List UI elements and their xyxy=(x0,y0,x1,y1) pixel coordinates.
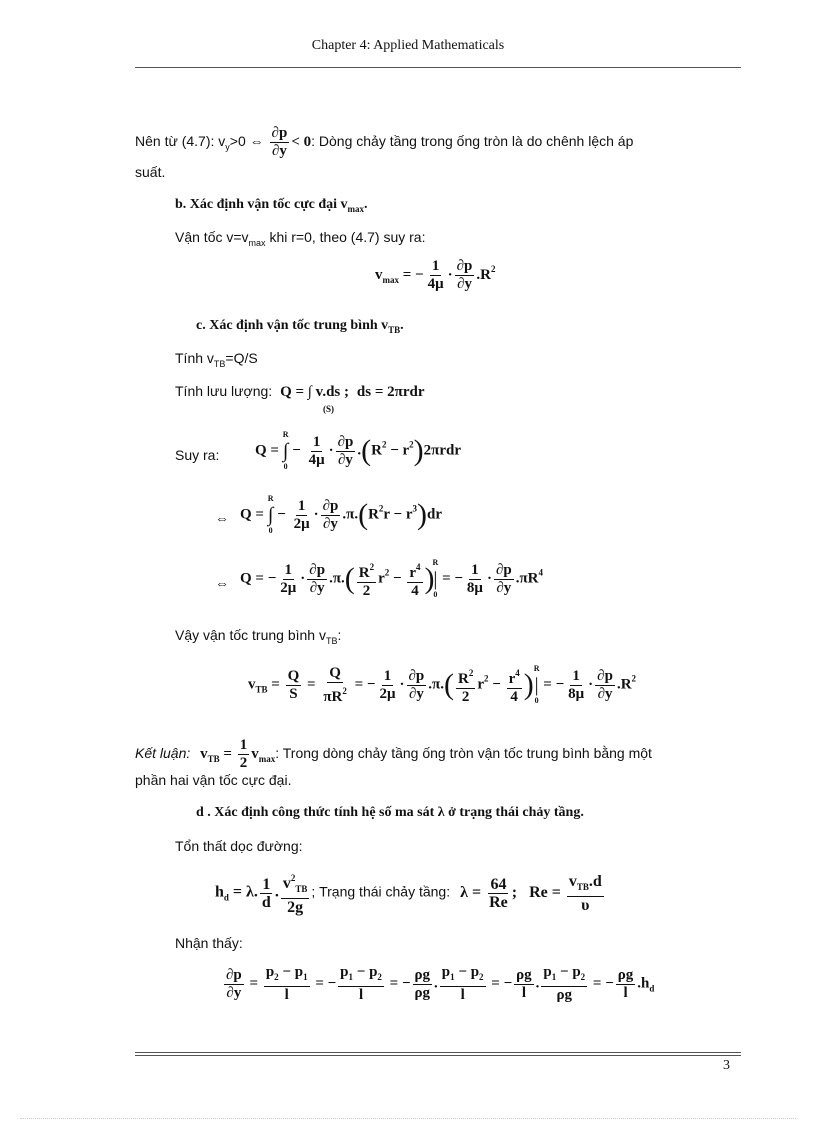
paragraph-2: Vận tốc $v=v_{max}$ khi r=0, theo (4.7) suy ra: xyxy=(175,229,426,248)
integral-limit-s: (S) xyxy=(323,404,334,414)
pressure-gradient-formula: $\frac{\partial p}{\partial y}$ = $\frac{p_2 - p_1}{l}$ = − $\frac{p_1 - p_2}{l}$ = − $\frac{\rho g}{\rho g}$ . $\frac{p_1 - p_2}{l}$ = − $\frac{\rho g}{l}$ . $\frac{p_1 - p_2}{\rho g}$ = − $\frac{\rho g}{l}$ $.h_d$ xyxy=(226,964,655,1003)
flow-rate-formula: Q = ∫ v.ds ; xyxy=(280,384,349,400)
p1-text-a: Nên từ (4.7): v xyxy=(135,133,226,150)
head-loss-formula: $h_d = \lambda$. $\frac{1}{d}$ . $\frac{v^2_{TB}}{2g}$ ; Trạng thái chảy tầng: λ = $\frac{64}{Re}$ ; Re = $\frac{v_{TB}.d}{\upsilon}$ xyxy=(215,870,606,916)
page-header-title: Chapter 4: Applied Mathematicals xyxy=(311,38,505,53)
footer-rule-2 xyxy=(135,1055,741,1056)
ds-formula: ds = 2πrdr xyxy=(356,384,425,400)
equiv-symbol-1: ⇔ xyxy=(215,510,229,526)
conclusion-line-1 xyxy=(135,737,652,772)
paragraph-5-label: Suy ra: xyxy=(175,447,220,463)
paragraph-7-label: Tổn thất dọc đường: xyxy=(175,838,303,854)
page-number: 3 xyxy=(723,1058,730,1073)
q-result-formula: Q = − $\frac{1}{2\mu}$ · $\frac{\partial p}{\partial y}$ .π.( $\frac{R^2}{2}$ $r^2$ − $\frac{r^4}{4}$ ) R | 0 = − $\frac{1}{8\mu}$ · $\frac{\partial p}{\partial y}$ $.\pi R^4$ xyxy=(240,558,544,599)
laminar-state-label: ; Trạng thái chảy tầng: xyxy=(311,883,451,900)
p1-text-b: >0 ⇔ xyxy=(229,133,264,150)
conclusion-label: Kết luận: xyxy=(135,744,191,761)
section-b-heading: b. Xác định vận tốc cực đại $v_{max}$. xyxy=(175,197,368,214)
paragraph-1-line-2: suất. xyxy=(135,164,166,180)
paragraph-3: Tính $v_{TB}=Q/S$ xyxy=(175,350,258,369)
equiv-symbol-2: ⇔ xyxy=(215,575,229,591)
paragraph-6: Vậy vận tốc trung bình $v_{TB}$: xyxy=(175,627,342,646)
conclusion-text: : Trong dòng chảy tầng ống tròn vận tốc trung bình bằng một xyxy=(275,744,652,761)
section-c-heading: c. Xác định vận tốc trung bình $v_{TB}$. xyxy=(196,318,404,335)
vtb-half-vmax: $v_{TB}$ = $\frac{1}{2}$ $v_{max}$ xyxy=(200,737,276,771)
q-integral-formula-1: Q = R ∫ 0 − $\frac{1}{4\mu}$ · $\frac{\partial p}{\partial y}$ $.(R^2 - r^2)2\pi rdr$ xyxy=(255,430,462,471)
paragraph-4: Tính lưu lượng: Q = ∫ v.ds ; ds = 2πrdr xyxy=(175,383,425,400)
paragraph-1-line-1 xyxy=(135,125,633,160)
p1-text-c: : Dòng chảy tầng trong ống tròn là do chênh lệch áp xyxy=(311,133,634,150)
q-integral-formula-2: Q = R ∫ 0 − $\frac{1}{2\mu}$ · $\frac{\partial p}{\partial y}$ $.\pi.(R^2r - r^3)dr$ xyxy=(240,494,443,535)
p1-ineq: < 0 xyxy=(291,134,312,151)
header-rule xyxy=(135,67,741,68)
section-d-heading: d . Xác định công thức tính hệ số ma sát λ ở trạng thái chảy tầng. xyxy=(196,805,584,820)
p1-sub: y xyxy=(225,142,230,153)
vmax-formula: $v_{max}$ = − $\frac{1}{4\mu}$ · $\frac{\partial p}{\partial y}$ $.R^2$ xyxy=(375,258,496,292)
footer-rule-1 xyxy=(135,1052,741,1053)
conclusion-line-2: phần hai vận tốc cực đại. xyxy=(135,772,292,788)
page-bottom-border xyxy=(20,1118,796,1119)
paragraph-8-label: Nhận thấy: xyxy=(175,935,243,951)
vtb-formula: $v_{TB}$ = $\frac{Q}{S}$ = $\frac{Q}{\pi R^2}$ = − $\frac{1}{2\mu}$ · $\frac{\partial p}{\partial y}$ .π.( $\frac{R^2}{2}$ $r^2$ − $\frac{r^4}{4}$ ) R | 0 = − $\frac{1}{8\mu}$ · $\frac{\partial p}{\partial y}$ $.R^2$ xyxy=(248,664,637,705)
dp-dy-fraction: $\frac{\partial p}{\partial y}$ xyxy=(271,125,288,159)
